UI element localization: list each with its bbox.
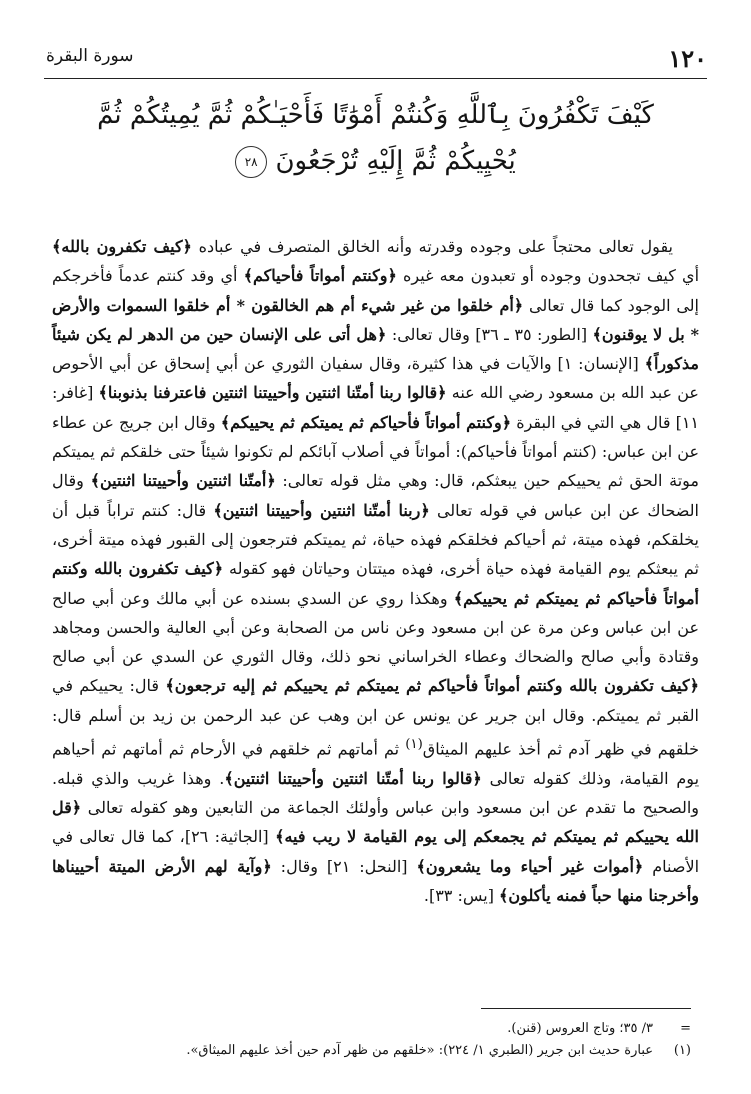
footnote-text: ٣/ ٣٥؛ وتاج العروس (قنن).	[507, 1021, 653, 1036]
footnote-1	[52, 1040, 691, 1062]
footnote-continuation	[52, 1018, 691, 1040]
footnote-mark: (١)	[673, 1043, 691, 1058]
verse-number-marker: ٢٨	[235, 146, 267, 178]
page-number: ١٢٠	[668, 44, 707, 73]
page-header	[44, 40, 707, 79]
tafsir-paragraph: يقول تعالى محتجاً على وجوده وقدرته وأنه الخالق المتصرف في عباده ﴿كيف تكفرون بالله﴾ أي كيف تجحدون وجوده أو تعبدون معه غيره ﴿وكنتم أمواتاً فأحياكم﴾ أي وقد كنتم عدماً فأخرجكم إلى الوجود كما قال تعالى ﴿أم خلقوا من غير شيء أم هم الخالقون * أم خلقوا السموات والأرض * بل لا يوقنون﴾ [الطور: ٣٥ ـ ٣٦] وقال تعالى: ﴿هل أتى على الإنسان حين من الدهر لم يكن شيئاً مذكوراً﴾ [الإنسان: ١] والآيات في هذا كثيرة، وقال سفيان الثوري عن أبي إسحاق عن أبي الأحوص عن عبد الله بن مسعود رضي الله عنه ﴿قالوا ربنا أمتّنا اثنتين وأحييتنا اثنتين فاعترفنا بذنوبنا﴾ [غافر: ١١] قال هي التي في البقرة ﴿وكنتم أمواتاً فأحياكم ثم يميتكم ثم يحييكم﴾ وقال ابن جريج عن عطاء عن ابن عباس: (كنتم أمواتاً فأحياكم): أمواتاً في أصلاب آبائكم لم تكونوا شيئاً حتى خلقكم ثم يميتكم موتة الحق ثم يحييكم حين يبعثكم، قال: وهي مثل قوله تعالى: ﴿أمتّنا اثنتين وأحييتنا اثنتين﴾ وقال الضحاك عن ابن عباس في قوله تعالى ﴿ربنا أمتّنا اثنتين وأحييتنا اثنتين﴾ قال: كنتم تراباً قبل أن يخلقكم، فهذه ميتة، ثم أحياكم فخلقكم فهذه حياة، ثم يميتكم فترجعون إلى القبور فهذه ميتة أخرى، ثم يبعثكم يوم القيامة فهذه حياة أخرى، فهذه ميتتان وحياتان فهو كقوله ﴿كيف تكفرون بالله وكنتم أمواتاً فأحياكم ثم يميتكم ثم يحييكم﴾ وهكذا روي عن السدي بسنده عن أبي مالك وعن أبي صالح عن ابن عباس وعن مرة عن ابن مسعود وعن ناس من الصحابة وعن أبي العالية والحسن ومجاهد وقتادة وأبي صالح والضحاك وعطاء الخراساني نحو ذلك، وقال الثوري عن السدي عن أبي صالح ﴿كيف تكفرون بالله وكنتم أمواتاً فأحياكم ثم يميتكم ثم يحييكم ثم إليه ترجعون﴾ قال: يحييكم في القبر ثم يميتكم. وقال ابن جرير عن يونس عن ابن وهب عن عبد الرحمن بن زيد بن أسلم قال: خلقهم في ظهر آدم ثم أخذ عليهم الميثاق$^{(١)}$ ثم أماتهم ثم خلقهم في الأرحام ثم أماتهم ثم أحياهم يوم القيامة، وذلك كقوله تعالى ﴿قالوا ربنا أمتّنا اثنتين وأحييتنا اثنتين﴾. وهذا غريب والذي قبله. والصحيح ما تقدم عن ابن مسعود وابن عباس وأولئك الجماعة من التابعين وهو كقوله تعالى ﴿قل الله يحييكم ثم يميتكم ثم يجمعكم إلى يوم القيامة لا ريب فيه﴾ [الجاثية: ٢٦]، كما قال تعالى في الأصنام ﴿أموات غير أحياء وما يشعرون﴾ [النحل: ٢١] وقال: ﴿وآية لهم الأرض الميتة أحييناها وأخرجنا منها حباً فمنه يأكلون﴾ [يس: ٣٣].	[52, 237, 700, 905]
verse-text: كَيْفَ تَكْفُرُونَ بِٱللَّهِ وَكُنتُمْ أَمْوَٰتًا فَأَحْيَـٰكُمْ ثُمَّ يُمِيتُكُمْ ثُمَّ يُحْيِيكُمْ ثُمَّ إِلَيْهِ تُرْجَعُونَ	[97, 100, 654, 176]
quran-verse	[60, 92, 691, 184]
footnote-divider	[481, 1008, 691, 1009]
footnotes	[52, 1018, 691, 1062]
tafsir-body	[52, 232, 699, 910]
surah-title: سورة البقرة	[46, 46, 134, 66]
footnote-reference: (١)	[405, 737, 423, 753]
footnote-text: عبارة حديث ابن جرير (الطبري ١/ ٢٢٤): «خلقهم من ظهر آدم حين أخذ عليهم الميثاق».	[186, 1043, 653, 1058]
footnote-mark: =	[680, 1021, 691, 1036]
